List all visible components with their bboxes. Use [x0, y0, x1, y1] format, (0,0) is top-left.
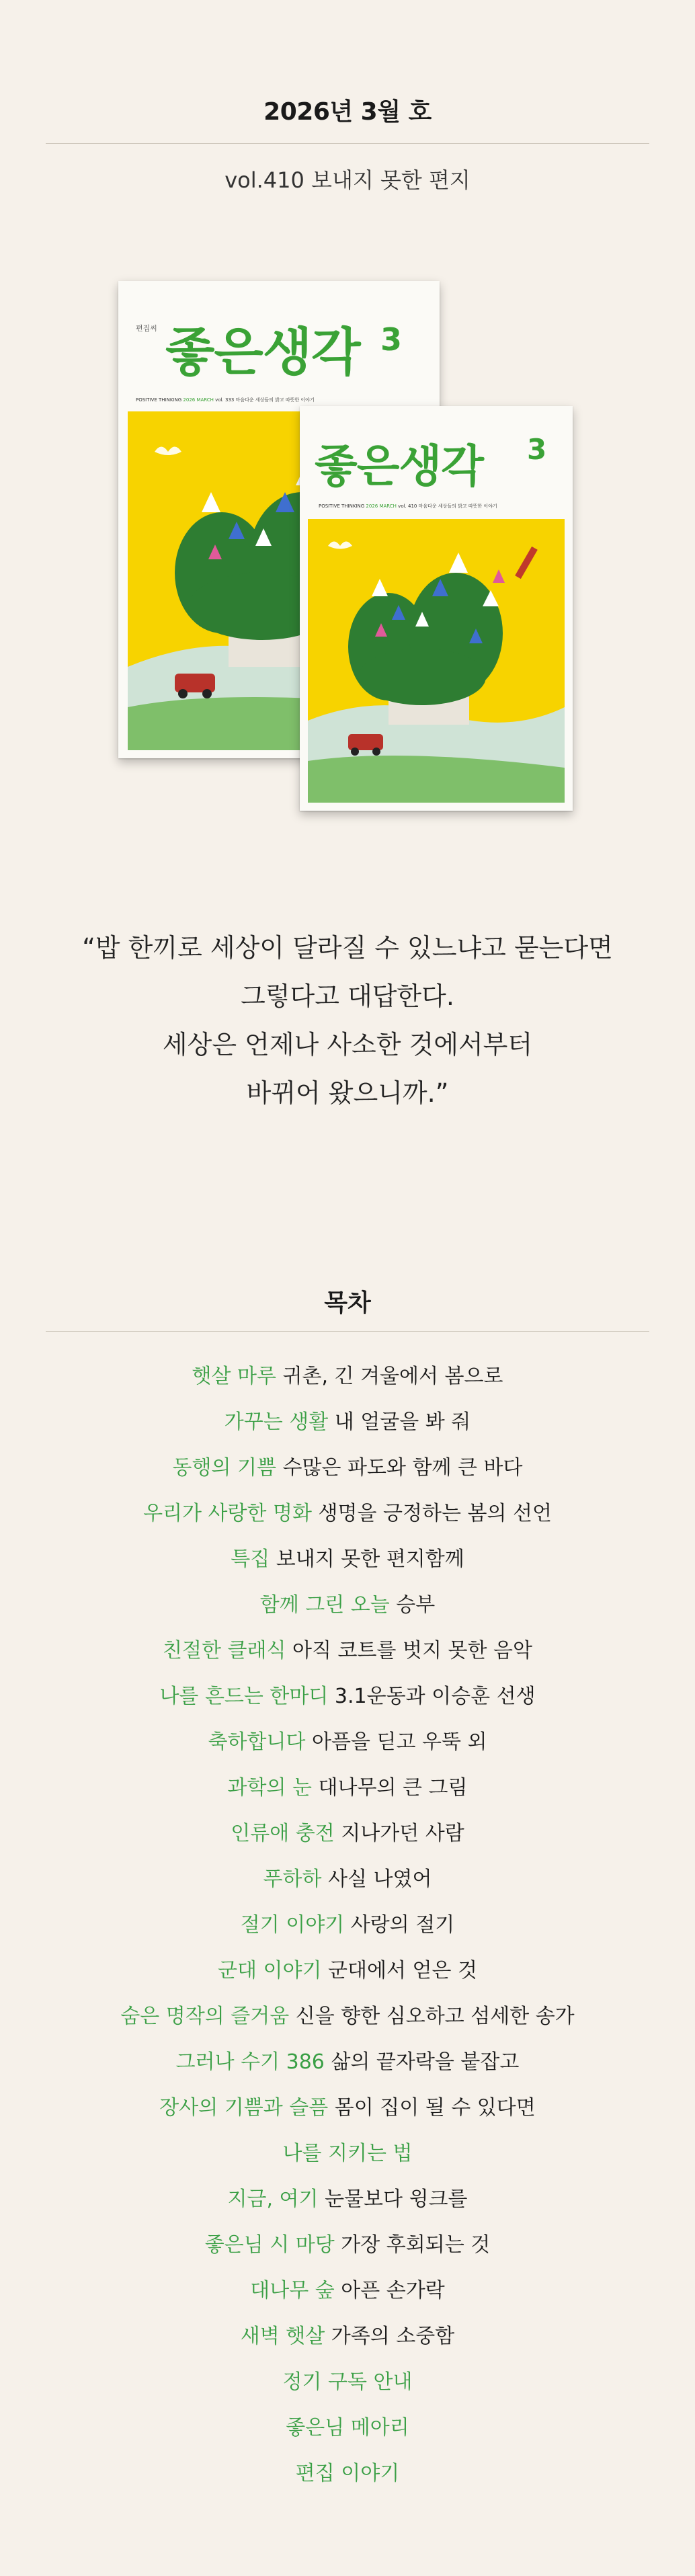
toc-title: 보내지 못한 편지함께	[276, 1547, 464, 1571]
toc-item[interactable]	[0, 1354, 695, 1400]
toc-title: 아픔을 딛고 우뚝 외	[312, 1730, 487, 1754]
cover-title: 좋은생각	[315, 440, 484, 492]
cover-tagline: POSITIVE THINKING 2026 MARCH vol. 333 마음다운 세상들의 밝고 따뜻한 이야기	[136, 397, 315, 403]
issue-title: 2026년 3월 호	[263, 98, 432, 126]
toc-title: 아직 코트를 벗지 못한 음악	[292, 1639, 532, 1662]
toc-title: 승부	[396, 1593, 436, 1617]
toc-item[interactable]	[0, 1857, 695, 1902]
issue-subtitle: vol.410 보내지 못한 편지	[224, 167, 471, 193]
toc-section: 좋은님 시 마당	[204, 2233, 335, 2257]
toc-title: 사실 나였어	[328, 1867, 432, 1891]
toc-section: 과학의 눈	[227, 1776, 312, 1800]
toc-section: 편집 이야기	[295, 2462, 400, 2485]
toc-item[interactable]	[0, 1948, 695, 1994]
toc-section: 축하합니다	[208, 1730, 306, 1754]
toc-item[interactable]	[0, 1400, 695, 1445]
toc-title: 몸이 집이 될 수 있다면	[334, 2096, 536, 2120]
toc-title: 눈물보다 윙크를	[325, 2187, 468, 2211]
toc-title: 귀촌, 긴 겨울에서 봄으로	[282, 1365, 503, 1388]
toc-section: 인류애 충전	[231, 1822, 335, 1845]
toc-section: 숨은 명작의 즐거움	[120, 2005, 290, 2028]
toc-item[interactable]	[0, 1628, 695, 1674]
cover-issue-number: 3	[380, 321, 403, 358]
quote-line: “밥 한끼로 세상이 달라질 수 있느냐고 묻는다면	[82, 933, 613, 963]
toc-section: 가꾸는 생활	[224, 1410, 329, 1434]
toc-section: 그러나 수기 386	[175, 2050, 325, 2074]
toc-section: 함께 그린 오늘	[259, 1593, 390, 1617]
cover-title: 좋은생각	[165, 322, 360, 382]
toc-item[interactable]	[0, 1445, 695, 1491]
toc-section: 좋은님 메아리	[286, 2416, 409, 2440]
toc-item[interactable]	[0, 2040, 695, 2085]
toc-title: 가족의 소중함	[331, 2325, 455, 2348]
toc-title: 대나무의 큰 그림	[318, 1776, 468, 1800]
toc-title: 지나가던 사람	[341, 1822, 464, 1845]
toc-item[interactable]	[0, 1537, 695, 1582]
toc-item[interactable]	[0, 2405, 695, 2451]
toc-section: 새벽 햇살	[240, 2325, 325, 2348]
toc-title: 아픈 손가락	[341, 2279, 445, 2302]
toc-item[interactable]	[0, 2314, 695, 2360]
toc-heading: 목차	[324, 1289, 371, 1317]
toc-section: 푸하하	[263, 1867, 322, 1891]
cover-issue-number: 3	[527, 433, 547, 466]
toc-section: 햇살 마루	[192, 1365, 276, 1388]
toc-title: 수많은 파도와 함께 큰 바다	[282, 1456, 523, 1480]
toc-section: 대나무 숲	[250, 2279, 335, 2302]
toc-item[interactable]	[0, 1902, 695, 1948]
toc-section: 절기 이야기	[240, 1913, 345, 1937]
toc-item[interactable]	[0, 1674, 695, 1720]
toc-section: 장사의 기쁨과 슬픔	[159, 2096, 329, 2120]
cover-tagline: POSITIVE THINKING 2026 MARCH vol. 410 마음다운 세상들의 밝고 따뜻한 이야기	[319, 504, 497, 509]
toc-item[interactable]	[0, 1994, 695, 2040]
toc-item[interactable]	[0, 2222, 695, 2268]
toc-section: 동행의 기쁨	[172, 1456, 276, 1480]
toc-item[interactable]	[0, 2451, 695, 2497]
quote-line: 바뀌어 왔으니까.”	[246, 1078, 449, 1108]
toc-item[interactable]	[0, 1582, 695, 1628]
toc-section: 특집	[231, 1547, 270, 1571]
magazine-cover-front[interactable]	[300, 406, 573, 811]
toc-title: 생명을 긍정하는 봄의 선언	[318, 1502, 552, 1525]
quote-line: 그렇다고 대답한다.	[241, 981, 454, 1011]
toc-title: 신을 향한 심오하고 섬세한 송가	[295, 2005, 575, 2028]
featured-quote	[0, 924, 695, 1117]
toc-item[interactable]	[0, 1491, 695, 1537]
toc-item[interactable]	[0, 2131, 695, 2177]
toc-section: 정기 구독 안내	[282, 2370, 413, 2394]
toc-title: 내 얼굴을 봐 줘	[334, 1410, 471, 1434]
toc-title: 가장 후회되는 것	[341, 2233, 491, 2257]
divider	[46, 143, 649, 144]
toc-title: 군대에서 얻은 것	[328, 1959, 477, 1982]
toc-item[interactable]	[0, 1765, 695, 1811]
toc-section: 우리가 사랑한 명화	[143, 1502, 312, 1525]
toc-item[interactable]	[0, 2085, 695, 2131]
toc-title: 삶의 끝자락을 붙잡고	[331, 2050, 520, 2074]
divider	[46, 1331, 649, 1332]
table-of-contents	[0, 1354, 695, 2497]
toc-section: 지금, 여기	[227, 2187, 319, 2211]
toc-title: 3.1운동과 이승훈 선생	[334, 1685, 536, 1708]
toc-section: 군대 이야기	[218, 1959, 322, 1982]
toc-section: 나를 지키는 법	[282, 2142, 413, 2165]
toc-section: 나를 흔드는 한마디	[159, 1685, 329, 1708]
toc-section: 친절한 클래식	[163, 1639, 286, 1662]
toc-item[interactable]	[0, 1811, 695, 1857]
quote-line: 세상은 언제나 사소한 것에서부터	[162, 1030, 533, 1059]
toc-item[interactable]	[0, 1720, 695, 1765]
toc-item[interactable]	[0, 2177, 695, 2222]
toc-title: 사랑의 절기	[350, 1913, 455, 1937]
toc-item[interactable]	[0, 2268, 695, 2314]
toc-item[interactable]	[0, 2360, 695, 2405]
cover-artwork	[308, 519, 565, 803]
cover-tag: 편집씨	[136, 324, 157, 333]
